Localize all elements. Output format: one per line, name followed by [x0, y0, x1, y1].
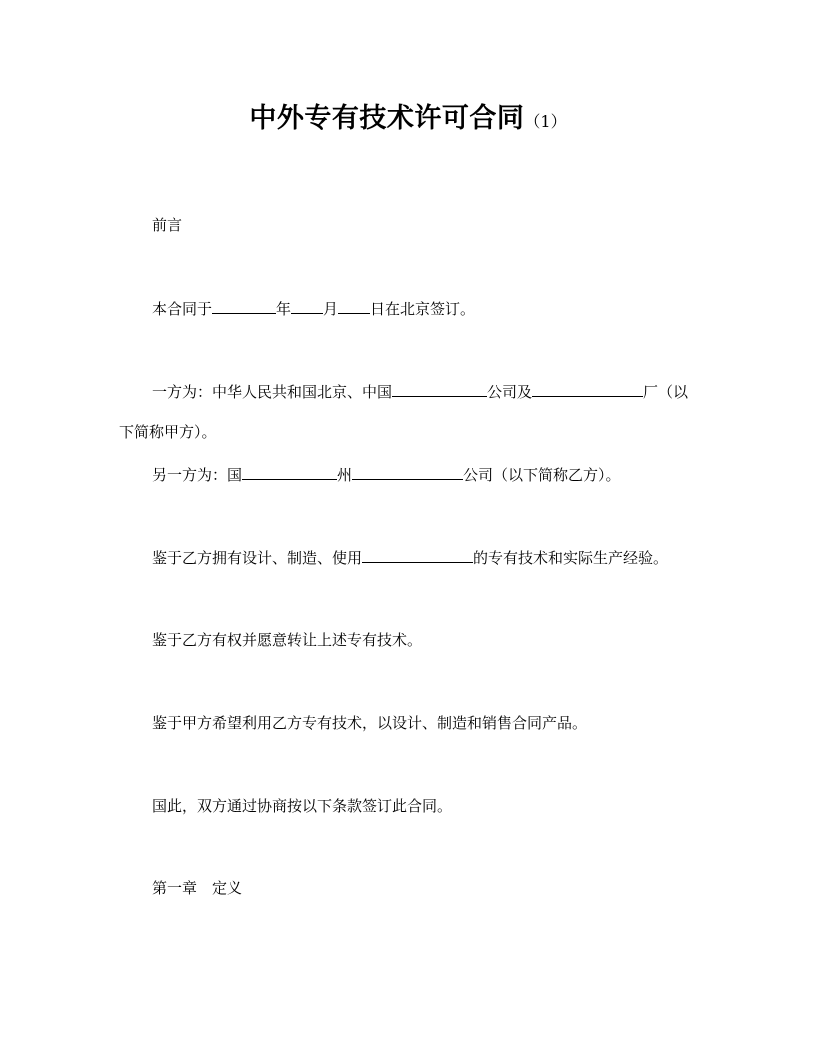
signing-prefix: 本合同于 [152, 300, 213, 318]
signing-line [152, 298, 475, 319]
party-a-company: 公司及 [487, 383, 533, 401]
year-blank [212, 298, 276, 314]
product-blank [362, 547, 473, 563]
recital-3 [152, 713, 587, 733]
party-a-line [152, 381, 688, 402]
month-blank [291, 298, 323, 314]
chapter-1-heading [152, 878, 242, 898]
recital-1-tail: 的专有技术和实际生产经验。 [473, 549, 669, 567]
recital-3-text: 鉴于甲方希望利用乙方专有技术，以设计、制造和销售合同产品。 [152, 714, 588, 732]
title-sub: （1） [524, 112, 567, 131]
recital-1-prefix: 鉴于乙方拥有设计、制造、使用 [152, 549, 363, 567]
party-a-continuation-text: 下简称甲方）。 [119, 423, 217, 441]
party-a-factory: 厂（以 [643, 383, 689, 401]
company-blank [392, 381, 487, 397]
document-title [0, 96, 816, 135]
preface-heading [152, 215, 182, 235]
party-b-prefix: 另一方为：国 [152, 466, 243, 484]
country-blank [242, 464, 337, 480]
recital-2 [152, 630, 422, 650]
recital-2-text: 鉴于乙方有权并愿意转让上述专有技术。 [152, 631, 423, 649]
party-b-state: 州 [337, 466, 353, 484]
party-a-continuation [119, 422, 217, 442]
recital-4-text: 国此，双方通过协商按以下条款签订此合同。 [152, 797, 453, 815]
recital-4 [152, 796, 452, 816]
chapter-1-heading-text: 第一章 定义 [152, 879, 243, 897]
recital-1 [152, 547, 668, 568]
title-main: 中外专有技术许可合同 [249, 103, 525, 134]
party-b-tail: 公司（以下简称乙方）。 [463, 466, 621, 484]
factory-blank [532, 381, 643, 397]
party-a-prefix: 一方为：中华人民共和国北京、中国 [152, 383, 393, 401]
state-blank [352, 464, 463, 480]
party-b-line [152, 464, 621, 485]
signing-year: 年 [276, 300, 292, 318]
signing-month: 月 [323, 300, 339, 318]
preface-heading-text: 前言 [152, 216, 183, 234]
signing-day-tail: 日在北京签订。 [370, 300, 476, 318]
day-blank [338, 298, 370, 314]
